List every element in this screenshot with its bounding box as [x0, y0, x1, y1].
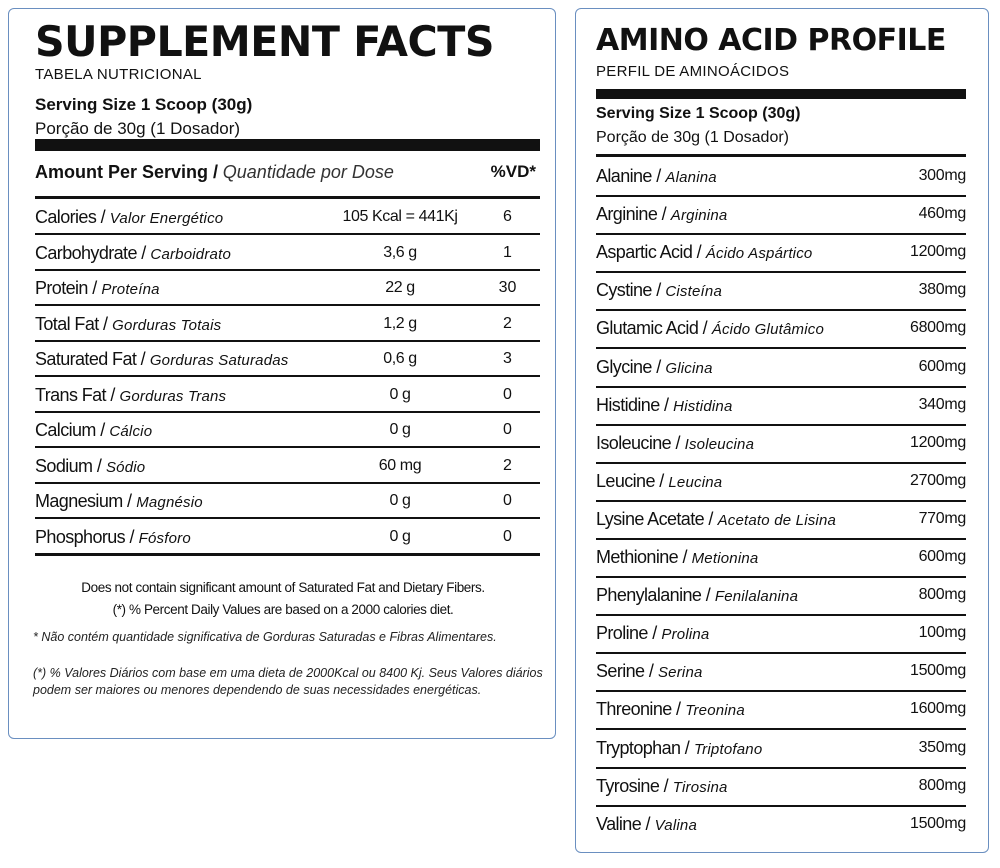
nutrient-amount: 1,2 g — [383, 314, 417, 332]
amino-row — [596, 235, 966, 269]
thick-divider — [35, 139, 540, 151]
nutrient-name: Carbohydrate / — [35, 242, 146, 263]
amino-amount: 100mg — [918, 624, 966, 642]
serving-portion: Porção de 30g (1 Dosador) — [35, 119, 241, 138]
amino-name: Valine / — [596, 813, 650, 834]
amino-row — [596, 197, 966, 231]
supplement-title: SUPPLEMENT FACTS — [35, 17, 495, 66]
amino-name: Threonine / — [596, 699, 681, 720]
amino-name-pt: Arginina — [670, 207, 728, 225]
nutrient-vd: 0 — [503, 492, 512, 509]
amino-amount: 1500mg — [909, 814, 966, 832]
amino-name-pt: Valina — [654, 816, 697, 834]
nutrient-row — [35, 307, 540, 341]
nutrient-name-pt: Sódio — [105, 458, 146, 476]
amino-row — [596, 654, 966, 688]
nutrient-name: Magnesium / — [35, 491, 132, 511]
nutrient-name-pt: Gorduras Trans — [119, 387, 227, 405]
nutrient-name-pt: Fósforo — [138, 529, 191, 547]
amino-name-pt: Treonina — [685, 702, 745, 720]
divider — [596, 154, 966, 157]
amino-name: Leucine / — [596, 470, 664, 491]
nutrient-amount: 60 mg — [378, 456, 422, 474]
amino-serving-portion: Porção de 30g (1 Dosador) — [596, 129, 789, 146]
amino-amount: 380mg — [918, 281, 966, 299]
amino-row — [596, 692, 966, 726]
nutrient-row — [35, 484, 540, 518]
divider — [35, 196, 540, 199]
amino-name-pt: Alanina — [665, 169, 717, 186]
note-en-1: Does not contain significant amount of Saturated Fat and Dietary Fibers. — [81, 580, 485, 595]
amino-amount: 350mg — [918, 738, 966, 756]
amino-name-pt: Cisteína — [665, 283, 722, 301]
nutrient-row — [35, 236, 540, 270]
amino-amount: 340mg — [918, 395, 966, 413]
amino-name: Phenylalanine / — [596, 585, 711, 606]
nutrient-row — [35, 449, 540, 483]
nutrient-name-pt: Proteína — [101, 281, 160, 298]
amino-name-pt: Fenilalanina — [714, 588, 799, 606]
nutrient-amount: 22 g — [385, 279, 415, 296]
amino-row — [596, 464, 966, 498]
nutrient-name-pt: Magnésio — [136, 494, 203, 511]
amino-name: Lysine Acetate / — [596, 508, 713, 529]
amino-row — [596, 273, 966, 307]
amino-name-pt: Acetato de Lisina — [717, 511, 837, 529]
nutrient-name-pt: Gorduras Totais — [112, 316, 222, 334]
nutrient-vd: 2 — [503, 314, 512, 332]
thick-divider — [596, 89, 966, 99]
nutrient-name-pt: Cálcio — [109, 423, 153, 440]
amino-name: Tryptophan / — [596, 737, 690, 758]
nutrient-amount: 0 g — [389, 527, 411, 545]
nutrient-row — [35, 200, 540, 234]
amino-name-pt: Ácido Aspártico — [705, 245, 813, 263]
amino-row — [596, 159, 966, 193]
amino-row — [596, 616, 966, 650]
amino-title: AMINO ACID PROFILE — [596, 23, 946, 58]
amino-amount: 800mg — [918, 586, 966, 604]
amino-row — [596, 769, 966, 803]
amino-amount: 1600mg — [909, 700, 966, 718]
amino-row — [596, 311, 966, 345]
nutrient-amount: 0 g — [389, 385, 411, 403]
amino-name-pt: Histidina — [673, 397, 733, 415]
note-pt-1: * Não contém quantidade significativa de Gorduras Saturadas e Fibras Alimentares. — [33, 630, 497, 644]
amino-amount: 1200mg — [909, 433, 966, 451]
supplement-facts-panel — [8, 8, 556, 739]
nutrient-amount: 3,6 g — [383, 243, 417, 261]
amino-name-pt: Ácido Glutâmico — [711, 321, 824, 339]
amino-amount: 600mg — [918, 548, 966, 565]
amino-amount: 6800mg — [909, 319, 966, 337]
header-amount-label: Amount Per Serving / — [35, 162, 219, 182]
nutrient-name-pt: Gorduras Saturadas — [149, 352, 289, 369]
amino-name: Alanine / — [596, 166, 661, 186]
amino-name: Tyrosine / — [596, 775, 669, 796]
serving-size: Serving Size 1 Scoop (30g) — [35, 95, 253, 114]
nutrient-vd: 6 — [503, 208, 512, 225]
nutrient-name: Calcium / — [35, 420, 105, 440]
table-header — [35, 155, 540, 189]
nutrient-name-pt: Valor Energético — [109, 210, 224, 227]
amino-amount: 2700mg — [909, 471, 966, 489]
amino-name-pt: Prolina — [661, 626, 710, 644]
nutrient-vd: 1 — [503, 243, 512, 261]
nutrient-vd: 30 — [498, 279, 517, 296]
amino-row — [596, 807, 966, 841]
nutrient-row — [35, 271, 540, 305]
amino-amount: 770mg — [918, 509, 966, 527]
amino-serving-size: Serving Size 1 Scoop (30g) — [596, 105, 801, 122]
note-pt-2: (*) % Valores Diários com base em uma dieta de 2000Kcal ou 8400 Kj. Seus Valores diários podem ser maiores ou menores dependendo de suas necessidades energéticas. — [33, 666, 543, 697]
nutrient-amount: 0,6 g — [383, 350, 417, 367]
amino-row — [596, 426, 966, 460]
amino-name: Proline / — [596, 623, 657, 644]
nutrient-row — [35, 413, 540, 447]
amino-amount: 1200mg — [909, 243, 966, 261]
amino-name: Isoleucine / — [596, 432, 680, 453]
nutrient-name: Sodium / — [35, 455, 102, 476]
header-vd-label: %VD* — [490, 162, 536, 181]
supplement-subtitle: TABELA NUTRICIONAL — [35, 66, 202, 83]
amino-row — [596, 731, 966, 765]
amino-name-pt: Metionina — [691, 550, 759, 567]
amino-amount: 600mg — [918, 357, 966, 375]
amino-name: Glutamic Acid / — [596, 318, 708, 339]
amino-name-pt: Tirosina — [672, 778, 728, 796]
amino-name-pt: Leucina — [668, 473, 723, 491]
nutrient-name: Calories / — [35, 207, 106, 227]
amino-acid-panel — [575, 8, 989, 853]
nutrient-row — [35, 520, 540, 554]
amino-name: Histidine / — [596, 394, 669, 415]
nutrient-vd: 3 — [503, 350, 512, 367]
nutrient-name-pt: Carboidrato — [150, 245, 231, 263]
amino-name: Arginine / — [596, 204, 667, 225]
nutrient-amount: 0 g — [389, 421, 411, 438]
nutrient-row — [35, 342, 540, 376]
amino-row — [596, 540, 966, 574]
nutrient-vd: 0 — [503, 527, 512, 545]
nutrient-name: Protein / — [35, 278, 97, 298]
amino-name-pt: Glicina — [665, 359, 713, 377]
nutrient-row — [35, 378, 540, 412]
nutrient-name: Saturated Fat / — [35, 349, 146, 369]
nutrient-vd: 2 — [503, 456, 512, 474]
amino-amount: 460mg — [918, 205, 966, 223]
nutrient-amount: 0 g — [389, 492, 411, 509]
amino-name-pt: Triptofano — [693, 740, 763, 758]
amino-amount: 800mg — [918, 776, 966, 794]
amino-name: Aspartic Acid / — [596, 242, 702, 263]
amino-row — [596, 350, 966, 384]
amino-amount: 300mg — [918, 167, 966, 184]
note-en-2: (*) % Percent Daily Values are based on a 2000 calories diet. — [112, 602, 454, 617]
amino-amount: 1500mg — [909, 662, 966, 680]
header-amount-label-pt: Quantidade por Dose — [222, 162, 394, 182]
row-divider — [35, 553, 540, 556]
amino-name: Serine / — [596, 661, 654, 682]
nutrient-name: Total Fat / — [35, 313, 108, 334]
amino-name: Cystine / — [596, 280, 661, 301]
nutrient-vd: 0 — [503, 385, 512, 403]
amino-name-pt: Serina — [657, 664, 703, 682]
nutrient-name: Trans Fat / — [35, 384, 115, 405]
amino-row — [596, 578, 966, 612]
amino-subtitle: PERFIL DE AMINOÁCIDOS — [596, 63, 790, 80]
nutrient-amount: 105 Kcal = 441Kj — [342, 208, 458, 225]
nutrient-name: Phosphorus / — [35, 526, 134, 547]
amino-name: Methionine / — [596, 547, 687, 567]
amino-name-pt: Isoleucina — [684, 435, 755, 453]
amino-row — [596, 388, 966, 422]
amino-name: Glycine / — [596, 356, 661, 377]
nutrient-vd: 0 — [503, 421, 512, 438]
amino-row — [596, 502, 966, 536]
